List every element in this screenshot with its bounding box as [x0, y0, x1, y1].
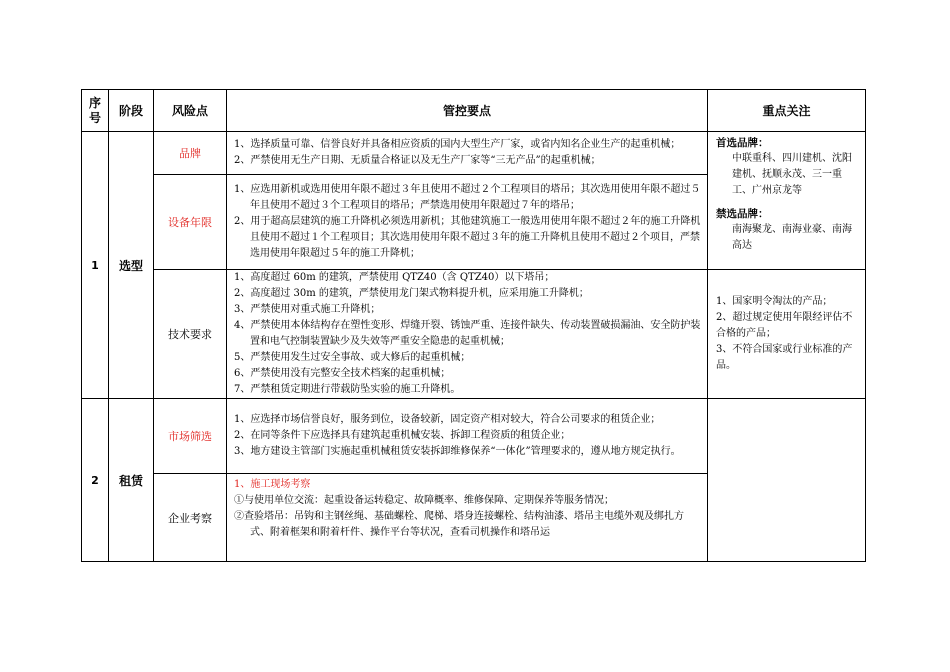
banned-brands-title: 禁选品牌： [716, 208, 769, 220]
stage-cell: 租赁 [109, 399, 154, 562]
header-control: 管控要点 [227, 90, 708, 132]
table-row [82, 270, 866, 399]
control-points-brand [227, 132, 708, 175]
control-line: 4、严禁使用本体结构存在塑性变形、焊缝开裂、锈蚀严重、连接件缺失、传动装置破损漏油、安全防护装置和电气控制装置缺少及失效等严重安全隐患的起重机械； [234, 320, 701, 347]
header-focus: 重点关注 [708, 90, 866, 132]
preferred-brands-title: 首选品牌： [716, 137, 769, 149]
table-row [82, 132, 866, 175]
focus-empty [708, 399, 866, 562]
control-line: 2、高度超过 30m 的建筑，严禁使用龙门架式物料提升机，应采用施工升降机； [234, 288, 589, 299]
control-line: 2、用于超高层建筑的施工升降机必须选用新机；其他建筑施工一般选用使用年限不超过２年的施工升降机且使用不超过１个工程项目；其次选用使用年限不超过３年的施工升降机且使用不超过２个项目，严禁选用使用年限超过５年的施工升降机； [234, 216, 701, 259]
control-line: 1、施工现场考察 [234, 479, 311, 490]
control-line: 1、高度超过 60m 的建筑，严禁使用 QTZ40（含 QTZ40）以下塔吊； [234, 272, 555, 283]
row-number: 2 [82, 399, 109, 562]
focus-line: 2、超过规定使用年限经评估不合格的产品； [716, 312, 853, 339]
control-line: 1、应选用新机或选用使用年限不超过３年且使用不超过２个工程项目的塔吊；其次选用使用年限不超过５年且使用不超过３个工程项目的塔吊；严禁选用使用年限超过７年的塔吊； [234, 184, 701, 211]
focus-brands [708, 132, 866, 270]
risk-point-age: 设备年限 [154, 175, 227, 270]
control-line: 3、地方建设主管部门实施起重机械租赁安装拆卸维修保养“一体化”管理要求的，遵从地方规定执行。 [234, 446, 681, 457]
control-line: 1、应选择市场信誉良好，服务到位，设备较新，固定资产相对较大，符合公司要求的租赁企业； [234, 414, 661, 425]
risk-point-tech: 技术要求 [154, 270, 227, 399]
control-line: 1、选择质量可靠、信誉良好并具备相应资质的国内大型生产厂家，或省内知名企业生产的起重机械； [234, 139, 681, 150]
control-line: 2、在同等条件下应选择具有建筑起重机械安装、拆卸工程资质的租赁企业； [234, 430, 571, 441]
header-stage: 阶段 [109, 90, 154, 132]
control-points-inspect [227, 474, 708, 562]
control-line: 3、严禁使用对重式施工升降机； [234, 304, 381, 315]
preferred-brands-list: 中联重科、四川建机、沈阳建机、抚顺永茂、三一重工、广州京龙等 [732, 153, 852, 196]
header-risk: 风险点 [154, 90, 227, 132]
row-number: 1 [82, 132, 109, 399]
focus-products [708, 270, 866, 399]
control-line: ②查验塔吊：吊钩和主钢丝绳、基础螺栓、爬梯、塔身连接螺栓、结构油漆、塔吊主电缆外观及绑扎方式、附着框架和附着杆件、操作平台等状况，查看司机操作和塔吊运 [234, 511, 684, 538]
banned-brands-list: 南海聚龙、南海业豪、南海高达 [732, 224, 852, 251]
table-header-row [82, 90, 866, 132]
risk-point-market: 市场筛选 [154, 399, 227, 474]
control-line: 2、严禁使用无生产日期、无质量合格证以及无生产厂家等“三无产品”的起重机械； [234, 155, 601, 166]
control-line: 6、严禁使用没有完整安全技术档案的起重机械； [234, 368, 451, 379]
risk-control-table [81, 89, 866, 562]
table-row [82, 399, 866, 474]
risk-point-brand: 品牌 [154, 132, 227, 175]
control-line: ①与使用单位交流：起重设备运转稳定、故障概率、维修保障、定期保养等服务情况； [234, 495, 614, 506]
control-points-tech [227, 270, 708, 399]
control-points-age [227, 175, 708, 270]
focus-line: 1、国家明令淘汰的产品； [716, 296, 833, 307]
header-no: 序号 [82, 90, 109, 132]
control-points-market [227, 399, 708, 474]
control-line: 5、严禁使用发生过安全事故、或大修后的起重机械； [234, 352, 471, 363]
focus-line: 3、不符合国家或行业标准的产品。 [716, 344, 853, 371]
stage-cell: 选型 [109, 132, 154, 399]
risk-point-inspect: 企业考察 [154, 474, 227, 562]
control-line: 7、严禁租赁定期进行带载防坠实验的施工升降机。 [234, 384, 461, 395]
